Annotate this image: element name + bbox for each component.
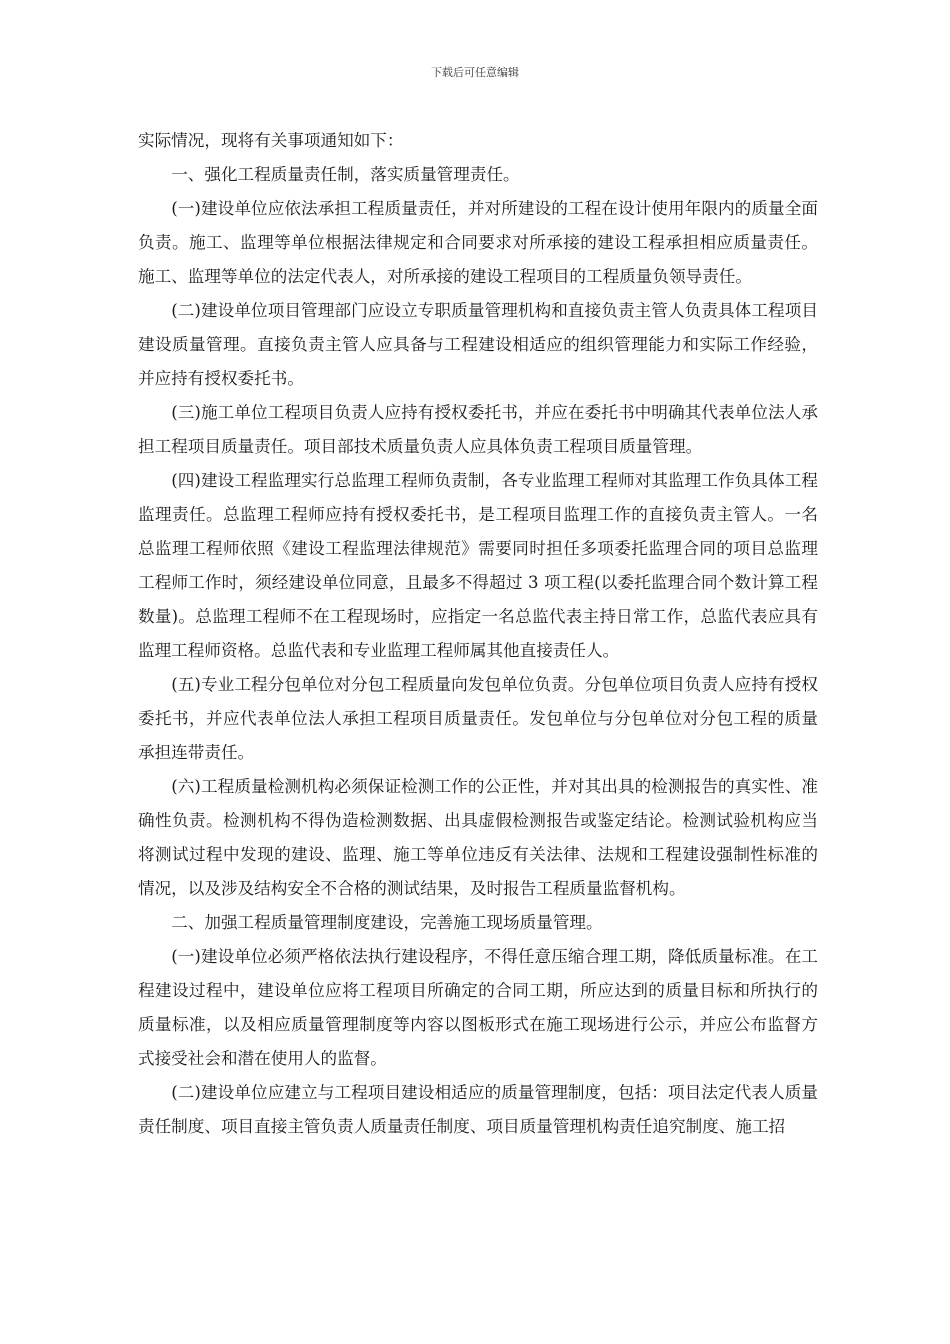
paragraph-1-6: (六)工程质量检测机构必须保证检测工作的公正性，并对其出具的检测报告的真实性、准确性负责。检测机构不得伪造检测数据、出具虚假检测报告或鉴定结论。检测试验机构应当将测试过程中发现的建设、监理、施工等单位违反有关法律、法规和工程建设强制性标准的情况，以及涉及结构安全不合格的测试结果，及时报告工程质量监督机构。: [138, 777, 818, 898]
page-header: 下载后可任意编辑: [431, 66, 519, 79]
document-body: [138, 124, 818, 1144]
paragraph-intro: 实际情况，现将有关事项通知如下：: [138, 131, 404, 150]
paragraph-1-1: (一)建设单位应依法承担工程质量责任，并对所建设的工程在设计使用年限内的质量全面负责。施工、监理等单位根据法律规定和合同要求对所承接的建设工程承担相应质量责任。施工、监理等单位的法定代表人，对所承接的建设工程项目的工程质量负领导责任。: [138, 199, 818, 286]
section-heading-2: 二、加强工程质量管理制度建设，完善施工现场质量管理。: [171, 913, 603, 932]
paragraph-1-3: (三)施工单位工程项目负责人应持有授权委托书，并应在委托书中明确其代表单位法人承担工程项目质量责任。项目部技术质量负责人应具体负责工程项目质量管理。: [138, 403, 818, 456]
paragraph-1-4: (四)建设工程监理实行总监理工程师负责制，各专业监理工程师对其监理工作负具体工程监理责任。总监理工程师应持有授权委托书，是工程项目监理工作的直接负责主管人。一名总监理工程师依照《建设工程监理法律规范》需要同时担任多项委托监理合同的项目总监理工程师工作时，须经建设单位同意，且最多不得超过 3 项工程(以委托监理合同个数计算工程数量)。总监理工程师不在工程现场时，应指定一名总监代表主持日常工作，总监代表应具有监理工程师资格。总监代表和专业监理工程师属其他直接责任人。: [138, 471, 818, 660]
paragraph-1-5: (五)专业工程分包单位对分包工程质量向发包单位负责。分包单位项目负责人应持有授权委托书，并应代表单位法人承担工程项目质量责任。发包单位与分包单位对分包工程的质量承担连带责任。: [138, 675, 818, 762]
paragraph-2-1: (一)建设单位必须严格依法执行建设程序，不得任意压缩合理工期，降低质量标准。在工程建设过程中，建设单位应将工程项目所确定的合同工期，所应达到的质量目标和所执行的质量标准，以及相应质量管理制度等内容以图板形式在施工现场进行公示，并应公布监督方式接受社会和潜在使用人的监督。: [138, 947, 818, 1068]
section-heading-1: 一、强化工程质量责任制，落实质量管理责任。: [171, 165, 520, 184]
paragraph-2-2: (二)建设单位应建立与工程项目建设相适应的质量管理制度，包括：项目法定代表人质量责任制度、项目直接主管负责人质量责任制度、项目质量管理机构责任追究制度、施工招: [138, 1083, 818, 1136]
paragraph-1-2: (二)建设单位项目管理部门应设立专职质量管理机构和直接负责主管人负责具体工程项目建设质量管理。直接负责主管人应具备与工程建设相适应的组织管理能力和实际工作经验，并应持有授权委托书。: [138, 301, 818, 388]
